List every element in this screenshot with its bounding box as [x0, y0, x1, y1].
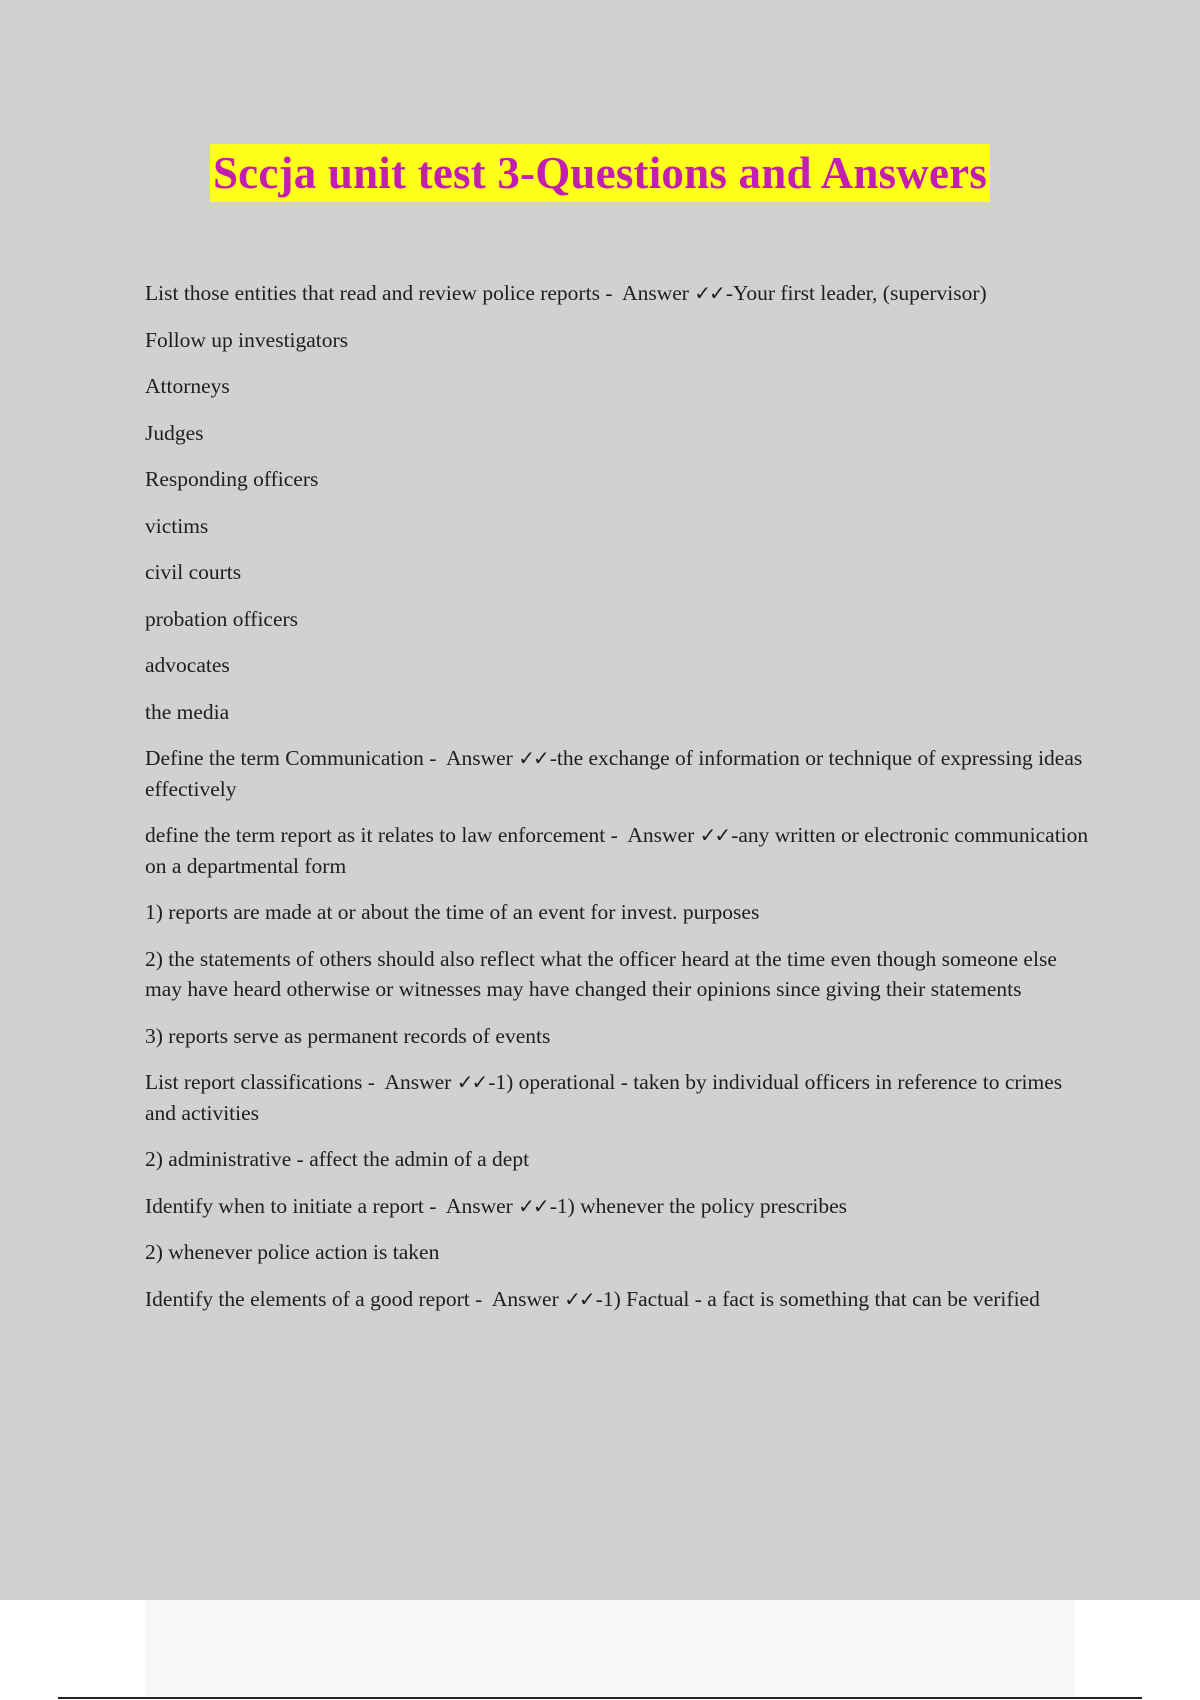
answer-text: any written or electronic communication on a departmental form	[145, 823, 1089, 878]
answer-text: Your first leader, (supervisor)	[732, 281, 987, 305]
question-text: Define the term Communication	[145, 746, 424, 770]
qa-paragraph	[145, 1191, 1095, 1222]
text-paragraph: Attorneys	[145, 374, 230, 398]
answer-dash: -	[731, 823, 739, 847]
question-text: define the term report as it relates to law enforcement	[145, 823, 606, 847]
text-paragraph: the media	[145, 699, 230, 724]
question-separator: -	[423, 1193, 446, 1218]
question-separator: -	[362, 1070, 385, 1094]
title-container	[0, 144, 1200, 202]
qa-paragraph	[145, 820, 1095, 881]
question-separator: -	[469, 1286, 492, 1311]
qa-paragraph	[145, 1067, 1095, 1128]
text-paragraph: civil courts	[145, 560, 242, 584]
answer-text: 1) operational - taken by individual officers in reference to crimes and activities	[145, 1070, 1063, 1125]
answer-text: the exchange of information or technique of expressing ideas effectively	[145, 746, 1083, 801]
answer-dash: -	[488, 1070, 496, 1094]
answer-dash: -	[725, 281, 733, 305]
text-paragraph: 2) the statements of others should also reflect what the officer heard at the time even though someone else may have heard otherwise or witnesses may have changed their opinions since giving their statements	[145, 946, 1057, 1001]
answer-text: 1) Factual - a fact is something that can be verified	[602, 1286, 1040, 1311]
answer-dash: -	[549, 746, 557, 770]
question-text: Identify the elements of a good report	[145, 1286, 470, 1311]
answer-label: Answer	[627, 823, 695, 847]
double-check-icon: ✓✓	[699, 823, 730, 847]
footer-rule	[58, 1697, 1142, 1699]
document-title: Sccja unit test 3-Questions and Answers	[210, 144, 990, 202]
answer-text: 1) whenever the policy prescribes	[556, 1193, 847, 1218]
double-check-icon: ✓✓	[518, 746, 548, 770]
answer-label: Answer	[445, 746, 513, 770]
question-separator: -	[423, 746, 446, 770]
qa-paragraph	[145, 278, 1095, 309]
text-paragraph: Responding officers	[145, 467, 319, 491]
qa-paragraph	[145, 1284, 1095, 1315]
answer-label: Answer	[384, 1070, 452, 1094]
answer-dash: -	[549, 1193, 557, 1218]
double-check-icon: ✓✓	[564, 1286, 594, 1311]
question-text: List report classifications	[145, 1070, 363, 1094]
text-paragraph: 3) reports serve as permanent records of events	[145, 1023, 551, 1048]
double-check-icon: ✓✓	[518, 1193, 548, 1218]
text-paragraph: Follow up investigators	[145, 327, 349, 352]
answer-label: Answer	[491, 1286, 559, 1311]
text-paragraph: victims	[145, 513, 209, 538]
text-paragraph: Judges	[145, 420, 204, 445]
text-paragraph: 2) whenever police action is taken	[145, 1240, 440, 1264]
text-paragraph: advocates	[145, 653, 230, 677]
text-paragraph: 2) administrative - affect the admin of a dept	[145, 1147, 530, 1171]
answer-dash: -	[595, 1286, 603, 1311]
document-body	[145, 278, 1095, 1330]
qa-paragraph	[145, 743, 1095, 804]
answer-label: Answer	[445, 1193, 513, 1218]
double-check-icon: ✓✓	[694, 281, 724, 305]
question-separator: -	[605, 823, 628, 847]
answer-label: Answer	[622, 281, 689, 305]
question-text: Identify when to initiate a report	[145, 1193, 424, 1218]
question-separator: -	[599, 281, 623, 305]
text-paragraph: probation officers	[145, 606, 299, 631]
double-check-icon: ✓✓	[456, 1070, 487, 1094]
next-page-preview	[145, 1600, 1075, 1696]
text-paragraph: 1) reports are made at or about the time of an event for invest. purposes	[145, 900, 760, 924]
question-text: List those entities that read and review police reports	[145, 281, 600, 305]
